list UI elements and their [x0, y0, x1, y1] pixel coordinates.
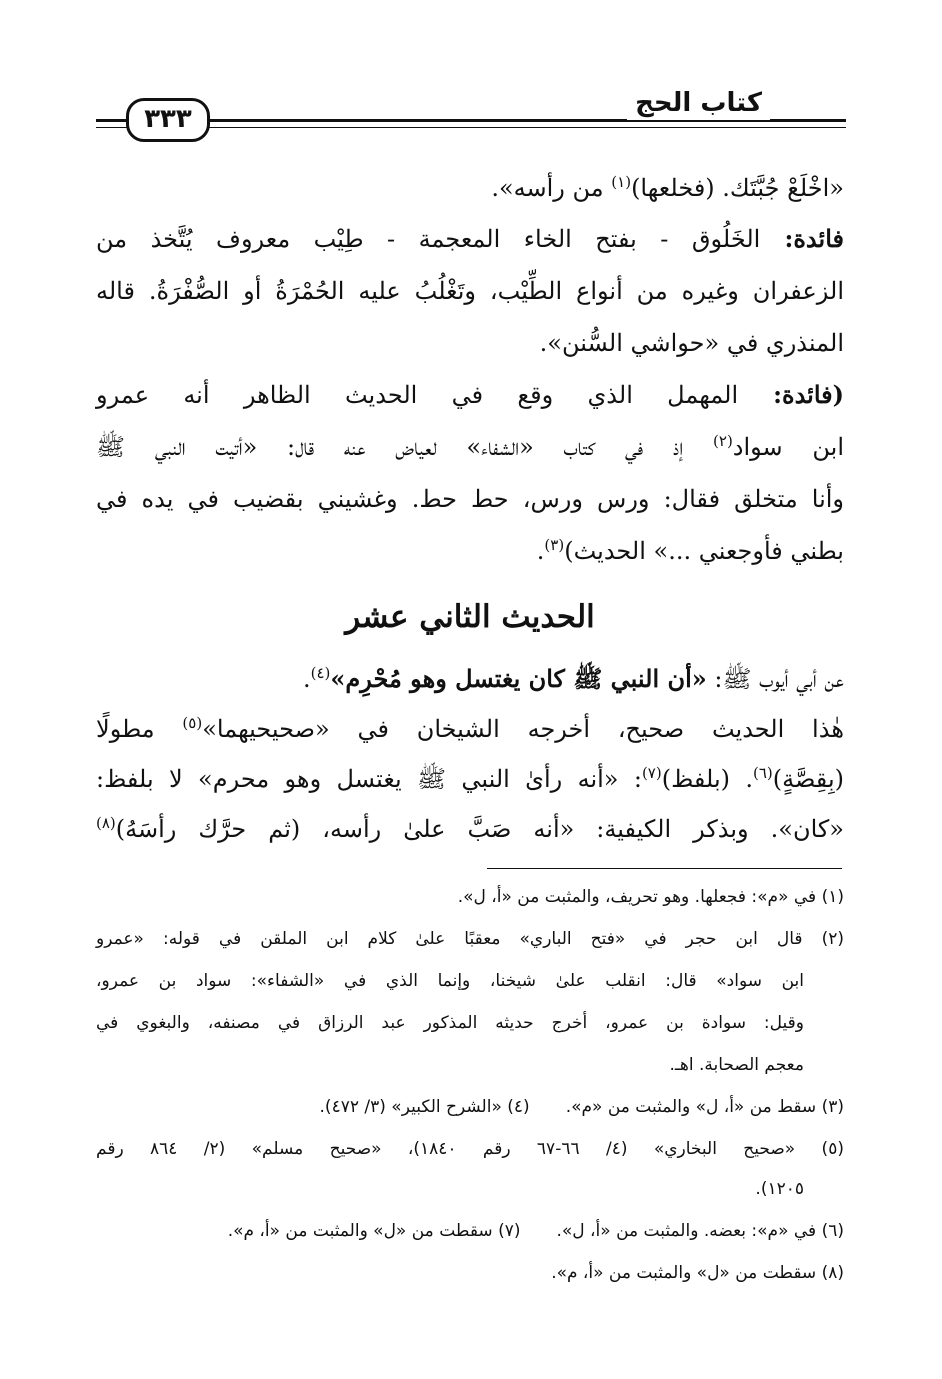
text-line [96, 366, 844, 424]
line-text: الزعفران وغيره من أنواع الطِّيْب، وتَغْلُبُ عليه الحُمْرَةُ أو الصُّفْرَةُ. قاله [96, 277, 844, 305]
text-line [96, 522, 844, 580]
footnote: (٦) في «م»: بعضه. والمثبت من «أ، ل». [556, 1221, 844, 1241]
line-text: المنذري في «حواشي السُّنن». [539, 329, 844, 357]
line-text: المهمل الذي وقع في الحديث الظاهر أنه عمرو [96, 381, 739, 409]
line-text: «كان». وبذكر الكيفية: «أنه صَبَّ علىٰ رأسه، (ثم حرَّك رأسَهُ) [115, 815, 844, 843]
line-text: هٰذا الحديث صحيح، أخرجه الشيخان في «صحيحيهما» [202, 715, 844, 743]
footnote: (٥) «صحيح البخاري» (٤/ ٦٦-٦٧ رقم ١٨٤٠)، «صحيح مسلم» (٢/ ٨٦٤ رقم [96, 1139, 844, 1159]
line-text: . [302, 665, 311, 693]
line-text: إذ في كتاب «الشفاء» لعياض عنه قال: «أتيت النبي ﷺ [96, 433, 714, 461]
footnote-ref: (٨) [96, 814, 116, 832]
text-line [96, 210, 844, 268]
footnote-ref: (٧) [641, 764, 662, 782]
footnote: (٨) سقطت من «ل» والمثبت من «أ، م». [551, 1263, 844, 1283]
section-heading: الحديث الثاني عشر [345, 599, 595, 635]
hadith-text: «أن النبي ﷺ كان يغتسل وهو مُحْرِم» [330, 664, 707, 693]
page-number-badge: ٣٣٣ [126, 98, 210, 142]
line-text: : «أنه رأىٰ النبي ﷺ يغتسل وهو محرم» لا بلفظ: [96, 765, 642, 793]
line-text: الخَلُوق - بفتح الخاء المعجمة - طِيْب معروف يُتَّخذ من [96, 225, 761, 253]
footnote-row [96, 1086, 844, 1128]
line-text: بطني فأوجعني ...» الحديث) [564, 537, 844, 565]
footnote-continuation: ١٢٠٥). [755, 1179, 804, 1199]
text-line [96, 418, 844, 476]
footnote-continuation: وقيل: سوادة بن عمرو، أخرج حديثه المذكور عبد الرزاق في مصنفه، والبغوي في [96, 1013, 804, 1033]
line-text: من رأسه». [491, 174, 612, 202]
footnote-separator [487, 868, 842, 869]
footnote-continuation: معجم الصحابة. اهـ. [669, 1055, 804, 1075]
footnote-ref: (١) [611, 173, 632, 191]
line-text: وأنا متخلق فقال: ورس ورس، حط حط. وغشيني بقضيب في يده في [96, 485, 844, 513]
text-line [96, 800, 844, 858]
footnote: (١) في «م»: فجعلها. وهو تحريف، والمثبت من «أ، ل». [457, 887, 844, 907]
line-text: مطولًا [96, 715, 183, 743]
text-line [96, 159, 844, 217]
footnote: (٢) قال ابن حجر في «فتح الباري» معقبًا علىٰ كلام ابن الملقن في قوله: «عمرو [96, 929, 844, 949]
line-text: . (بلفظ) [661, 765, 753, 793]
footnote: (٣) سقط من «أ، ل» والمثبت من «م». [565, 1097, 844, 1117]
footnote-ref: (٢) [713, 432, 733, 450]
line-text: ابن سواد [732, 433, 845, 461]
faida-label: فائدة: [760, 224, 844, 253]
footnote-ref: (٣) [544, 536, 565, 554]
text-line [96, 262, 844, 320]
footnote-continuation: ابن سواد» قال: انقلب علىٰ شيخنا، وإنما الذي في «الشفاء»: سواد بن عمرو، [96, 971, 804, 991]
faida-label: (فائدة: [738, 380, 844, 409]
line-text: (بِقِصَّةٍ) [772, 765, 844, 793]
text-line [96, 314, 844, 372]
footnote-ref: (٦) [752, 764, 773, 782]
line-text: «اخْلَعْ جُبَّتَك. (فخلعها) [631, 174, 844, 202]
footnote-row [96, 1210, 844, 1252]
footnote: (٤) «الشرح الكبير» (٣/ ٤٧٢). [319, 1097, 530, 1117]
line-text: . [536, 537, 545, 565]
line-text: عن أبي أيوب ﷺ: [706, 665, 844, 693]
footnote: (٧) سقطت من «ل» والمثبت من «أ، م». [227, 1221, 521, 1241]
text-line [96, 470, 844, 528]
running-title: كتاب الحج [627, 86, 770, 120]
footnote-ref: (٤) [310, 664, 331, 682]
footnote-ref: (٥) [182, 714, 203, 732]
